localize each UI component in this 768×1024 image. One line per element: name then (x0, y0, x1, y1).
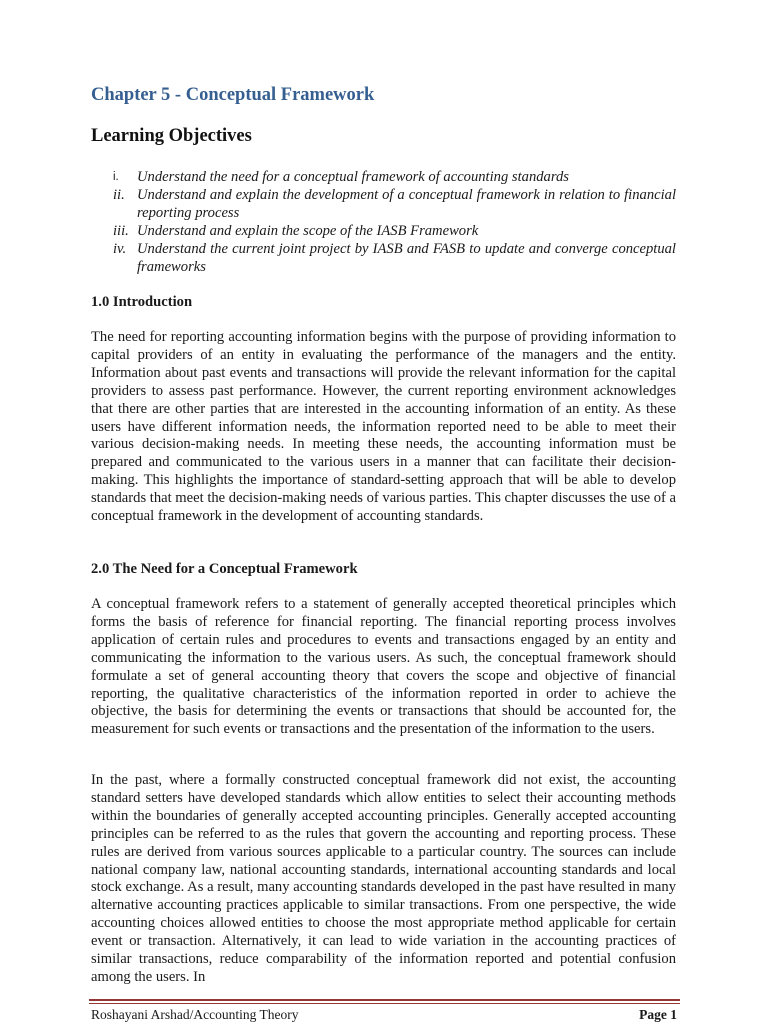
need-section-paragraph-2: In the past, where a formally constructed conceptual framework did not exist, the accounting standard setters have developed standards which allow entities to select their accounting methods within the boundaries of generally accepted accounting principles. Generally accepted accounting principles can be referred to as the rules that govern the accounting and reporting process. These rules are derived from various sources applicable to a particular country. The sources can include national company law, national accounting standards, international accounting standards and local stock exchange. As a result, many accounting standards developed in the past have resulted in many alternative accounting practices applicable to similar transactions. From one perspective, the wide accounting choices allowed entities to choose the most appropriate method applicable for certain event or transaction. Alternatively, it can lead to wide variation in the accounting practices of similar transactions, reduce comparability of the information reported and potential confusion among the users. In (91, 772, 676, 985)
introduction-heading: 1.0 Introduction (91, 294, 193, 310)
list-item (91, 168, 676, 186)
footer-page-number: Page 1 (639, 1007, 677, 1022)
learning-objectives-list (91, 168, 676, 276)
chapter-title: Chapter 5 - Conceptual Framework (91, 85, 375, 105)
list-item (91, 222, 676, 240)
list-item (91, 186, 676, 222)
footer-rule-thin (89, 1003, 680, 1004)
list-item (91, 240, 676, 276)
list-item-number: ii. (113, 187, 125, 203)
list-item-text: Understand the need for a conceptual framework of accounting standards (137, 169, 569, 185)
footer-author: Roshayani Arshad/Accounting Theory (91, 1007, 299, 1022)
list-item-text: Understand the current joint project by IASB and FASB to update and converge conceptual frameworks (137, 241, 676, 275)
list-item-number: i. (113, 171, 119, 183)
introduction-paragraph: The need for reporting accounting information begins with the purpose of providing information to capital providers of an entity in evaluating the performance of the managers and the entity. Information about past events and transactions will provide the relevant information for the capital providers to assess past performance. However, the current reporting environment acknowledges that there are other parties that are interested in the accounting information of an entity. As these users have different information needs, the information reported need to be able to meet their various decision-making needs. In meeting these needs, the accounting information must be prepared and communicated to the various users in a manner that can facilitate their decision-making. This highlights the importance of standard-setting approach that will be able to develop standards that meet the decision-making needs of various parties. This chapter discusses the use of a conceptual framework in the development of accounting standards. (91, 329, 676, 525)
list-item-number: iii. (113, 223, 129, 239)
list-item-text: Understand and explain the development of a conceptual framework in relation to financial reporting process (137, 187, 676, 221)
list-item-number: iv. (113, 241, 127, 257)
need-section-heading: 2.0 The Need for a Conceptual Framework (91, 561, 358, 577)
learning-objectives-heading: Learning Objectives (91, 126, 252, 146)
list-item-text: Understand and explain the scope of the IASB Framework (137, 223, 479, 239)
footer-rule (89, 999, 680, 1001)
need-section-paragraph-1: A conceptual framework refers to a statement of generally accepted theoretical principles which forms the basis of reference for financial reporting. The financial reporting process involves application of certain rules and procedures to events and transactions engaged by an entity and communicating the information to the various users. As such, the conceptual framework should formulate a set of general accounting theory that covers the scope and objective of financial reporting, the qualitative characteristics of the information reported in order to achieve the objective, the basis for determining the events or transactions that should be accounted for, the measurement for such events or transactions and the presentation of the information to the users. (91, 596, 676, 738)
